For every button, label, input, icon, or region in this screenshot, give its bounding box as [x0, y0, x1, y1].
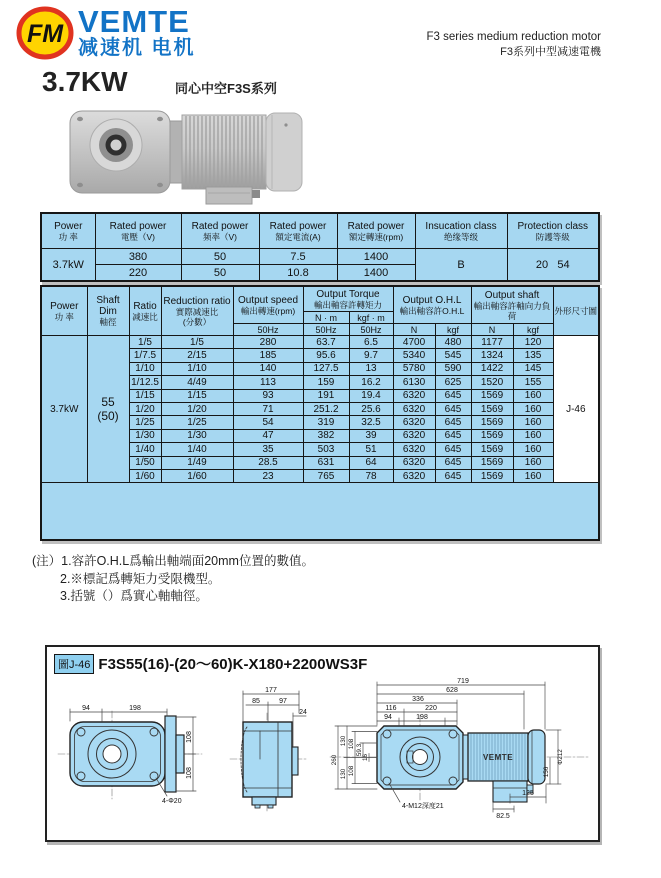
- dim-label: 220: [425, 705, 437, 712]
- cell: 645: [435, 443, 471, 456]
- cell: 6130: [393, 376, 435, 389]
- dim-label: 130: [340, 735, 347, 747]
- insulation-class: B: [415, 249, 507, 282]
- unit-n: N: [471, 324, 513, 336]
- dim-label: 4-Φ20: [162, 798, 182, 805]
- col-output-speed: Output speed 輸出轉速(rpm): [233, 286, 303, 324]
- cell: 645: [435, 456, 471, 469]
- figure-tag: 圖J-46: [54, 654, 94, 674]
- cell: 47: [233, 429, 303, 442]
- series-titles: [427, 30, 601, 60]
- cell: 645: [435, 429, 471, 442]
- cell: 1/12.5: [129, 376, 161, 389]
- cell: 1/25: [129, 416, 161, 429]
- dim-label: 94: [82, 705, 90, 712]
- col-current: Rated power 額定電流(A): [259, 213, 337, 249]
- cell: 1/20: [161, 402, 233, 415]
- unit-kgf: kgf: [435, 324, 471, 336]
- cell: 155: [513, 376, 553, 389]
- cell: 25.6: [349, 402, 393, 415]
- cell: 1569: [471, 402, 513, 415]
- cell: 1400: [337, 249, 415, 265]
- ratings-header-row: [41, 213, 599, 249]
- dim-label: 4-M12深度21: [402, 803, 444, 810]
- col-ratio: Ratio 减速比: [129, 286, 161, 336]
- terminal-box: [206, 187, 260, 204]
- series-label: 同心中空F3S系列: [175, 81, 277, 96]
- cell: 50: [181, 265, 259, 282]
- cell: 1/30: [129, 429, 161, 442]
- col-output-shaft: Output shaft 輸出軸容許軸向力負荷: [471, 286, 553, 324]
- power-value: 3.7kW: [41, 336, 87, 483]
- cell: 1569: [471, 429, 513, 442]
- col-protection: Protection class 防護等級: [507, 213, 599, 249]
- cell: 160: [513, 402, 553, 415]
- cell: 6320: [393, 402, 435, 415]
- vemte-logo-badge-icon: [16, 6, 74, 60]
- cell: 280: [233, 336, 303, 349]
- cell: 1/10: [161, 362, 233, 375]
- cell: 191: [303, 389, 349, 402]
- cell: 5780: [393, 362, 435, 375]
- cell: 251.2: [303, 402, 349, 415]
- cell: 1/60: [129, 469, 161, 482]
- cell: 10.8: [259, 265, 337, 282]
- dim-label: 108: [186, 767, 193, 779]
- dim-label: 82.5: [496, 813, 510, 820]
- cell: 50: [181, 249, 259, 265]
- front-view: [58, 705, 202, 805]
- protection-class: 20 54: [507, 249, 599, 282]
- cell: 220: [95, 265, 181, 282]
- cell: 1324: [471, 349, 513, 362]
- cell: 135: [513, 349, 553, 362]
- dim-label: 108: [186, 731, 193, 743]
- col-reduction-ratio: Reduction ratio 實際减速比 (分數）: [161, 286, 233, 336]
- note-line: (注）1.容許O.H.L爲輸出軸端面20mm位置的數值。: [32, 554, 314, 568]
- cell: 113: [233, 376, 303, 389]
- cell: 160: [513, 456, 553, 469]
- outline-ref: J-46: [553, 336, 599, 483]
- cell: 54: [233, 416, 303, 429]
- dimension-drawing: [50, 671, 593, 837]
- shaft-dim-value: 55 (50): [87, 336, 129, 483]
- cell: 23: [233, 469, 303, 482]
- cell: 4700: [393, 336, 435, 349]
- unit-kgfm: kgf · m: [349, 312, 393, 324]
- cell: 5340: [393, 349, 435, 362]
- cell: 645: [435, 389, 471, 402]
- cell: 6320: [393, 416, 435, 429]
- col-frequency: Rated power 频率（V): [181, 213, 259, 249]
- cell: 63.7: [303, 336, 349, 349]
- cell: 16.2: [349, 376, 393, 389]
- series-title-en: F3 series medium reduction motor: [426, 31, 601, 43]
- cell: 9.7: [349, 349, 393, 362]
- cell: 6320: [393, 429, 435, 442]
- cell: 4/49: [161, 376, 233, 389]
- dim-label: Φ212: [557, 749, 564, 765]
- cell: 545: [435, 349, 471, 362]
- cell: 39: [349, 429, 393, 442]
- note-line: 3.括號（）爲實心軸軸徑。: [60, 589, 208, 603]
- cell: 95.6: [303, 349, 349, 362]
- cell: 1422: [471, 362, 513, 375]
- cell: 1/25: [161, 416, 233, 429]
- dim-label: 85: [252, 698, 260, 705]
- cell: 64: [349, 456, 393, 469]
- cell: 645: [435, 402, 471, 415]
- cell: 631: [303, 456, 349, 469]
- dim-label: 116: [385, 705, 397, 712]
- notes: [32, 553, 314, 606]
- cell: 1/15: [129, 389, 161, 402]
- perf-header-row1: [41, 286, 599, 312]
- cell: 160: [513, 429, 553, 442]
- ratings-table: [40, 212, 600, 282]
- perf-row: [41, 336, 599, 349]
- col-speed: Rated power 額定轉速(rpm): [337, 213, 415, 249]
- cell: 6.5: [349, 336, 393, 349]
- unit-hz: 50Hz: [349, 324, 393, 336]
- col-insulation: Insucation class 绝缘等级: [415, 213, 507, 249]
- blank-row: [41, 483, 599, 541]
- cell: 159: [303, 376, 349, 389]
- cell: 160: [513, 469, 553, 482]
- cell: 1569: [471, 456, 513, 469]
- cell: 319: [303, 416, 349, 429]
- cell: 7.5: [259, 249, 337, 265]
- blank-band: [41, 483, 599, 541]
- dim-label: 97: [279, 698, 287, 705]
- cell: 1/49: [161, 456, 233, 469]
- cell: 35: [233, 443, 303, 456]
- unit-nm: N · m: [303, 312, 349, 324]
- cell: 160: [513, 416, 553, 429]
- col-output-torque: Output Torque 輸出軸容許轉矩力: [303, 286, 393, 312]
- vemte-logo: [16, 6, 196, 60]
- col-voltage: Rated power 電壓（V): [95, 213, 181, 249]
- col-power: Power 功 率: [41, 213, 95, 249]
- cell: 1/7.5: [129, 349, 161, 362]
- cell: 480: [435, 336, 471, 349]
- dim-label: 719: [457, 678, 469, 685]
- gearbox-housing: [70, 111, 170, 193]
- cell: 93: [233, 389, 303, 402]
- cell: 32.5: [349, 416, 393, 429]
- cell: 6320: [393, 469, 435, 482]
- side-view: [230, 687, 308, 813]
- cell: 382: [303, 429, 349, 442]
- cell: 1/60: [161, 469, 233, 482]
- motor-body: [170, 113, 302, 191]
- unit-hz: 50Hz: [303, 324, 349, 336]
- note-line: 2.※標記爲轉矩力受限機型。: [60, 571, 221, 586]
- cell: 1569: [471, 443, 513, 456]
- ratings-row: [41, 249, 599, 265]
- dim-label: 198: [416, 714, 428, 721]
- col-output-ohl: Output O.H.L 輸出軸容許O.H.L: [393, 286, 471, 324]
- cell: 6320: [393, 389, 435, 402]
- cell: 1/50: [129, 456, 161, 469]
- cell: 1569: [471, 469, 513, 482]
- cell: 1/40: [161, 443, 233, 456]
- dim-label: 628: [446, 687, 458, 694]
- cell: 185: [233, 349, 303, 362]
- cell: 120: [513, 336, 553, 349]
- cell: 28.5: [233, 456, 303, 469]
- cell: 51: [349, 443, 393, 456]
- series-title-zh: F3系列中型减速電機: [500, 46, 601, 58]
- cell: 19.4: [349, 389, 393, 402]
- cell: 590: [435, 362, 471, 375]
- performance-table: [40, 285, 600, 541]
- unit-n: N: [393, 324, 435, 336]
- dimension-figure-box: [45, 645, 600, 842]
- cell: 140: [233, 362, 303, 375]
- dim-label: 336: [412, 696, 424, 703]
- cell: 1/5: [129, 336, 161, 349]
- cell: 1/30: [161, 429, 233, 442]
- cell: 1569: [471, 416, 513, 429]
- cell: 6320: [393, 456, 435, 469]
- product-photo: [58, 103, 310, 207]
- dim-label: 260: [331, 754, 338, 766]
- cell: 1177: [471, 336, 513, 349]
- cell: 2/15: [161, 349, 233, 362]
- col-power: Power 功 率: [41, 286, 87, 336]
- power-value: 3.7kW: [41, 249, 95, 282]
- cell: 127.5: [303, 362, 349, 375]
- cell: 1569: [471, 389, 513, 402]
- brand-name: VEMTE: [78, 4, 190, 39]
- cell: 71: [233, 402, 303, 415]
- cell: 1/5: [161, 336, 233, 349]
- cell: 380: [95, 249, 181, 265]
- dim-label: 156: [543, 766, 550, 778]
- dim-label: 24: [299, 709, 307, 716]
- figure-model-code: F3S55(16)-(20～60)K-X180+2200WS3F: [98, 656, 368, 673]
- cell: 78: [349, 469, 393, 482]
- cell: 1/20: [129, 402, 161, 415]
- cell: 145: [513, 362, 553, 375]
- cell: 160: [513, 443, 553, 456]
- dim-label: 108: [348, 738, 355, 750]
- cell: 1520: [471, 376, 513, 389]
- dim-label: 16: [362, 753, 369, 762]
- assembly-view: [330, 678, 590, 820]
- brand-subtitle: 减速机 电机: [78, 37, 196, 59]
- col-outline-drawing: 外形尺寸圖: [553, 286, 599, 336]
- cell: 503: [303, 443, 349, 456]
- cell: 1400: [337, 265, 415, 282]
- cell: 625: [435, 376, 471, 389]
- dim-label: 130: [340, 768, 347, 780]
- cell: 13: [349, 362, 393, 375]
- cell: 1/10: [129, 362, 161, 375]
- unit-kgf: kgf: [513, 324, 553, 336]
- cell: 1/40: [129, 443, 161, 456]
- motor-brand-label: VEMTE: [482, 753, 514, 762]
- dim-label: 59.3: [356, 743, 363, 757]
- unit-hz: 50Hz: [233, 324, 303, 336]
- cell: 6320: [393, 443, 435, 456]
- cell: 160: [513, 389, 553, 402]
- cell: 645: [435, 469, 471, 482]
- logo-badge-text: FM: [26, 20, 64, 48]
- dim-label: 125: [522, 790, 534, 797]
- dim-label: 94: [384, 714, 392, 721]
- power-heading: 3.7KW: [42, 66, 128, 97]
- dim-label: 108: [348, 765, 355, 777]
- cell: 765: [303, 469, 349, 482]
- dim-label: 177: [265, 687, 277, 694]
- cell: 645: [435, 416, 471, 429]
- dim-label: 198: [129, 705, 141, 712]
- col-shaft-dim: Shaft Dim 軸徑: [87, 286, 129, 336]
- cell: 1/15: [161, 389, 233, 402]
